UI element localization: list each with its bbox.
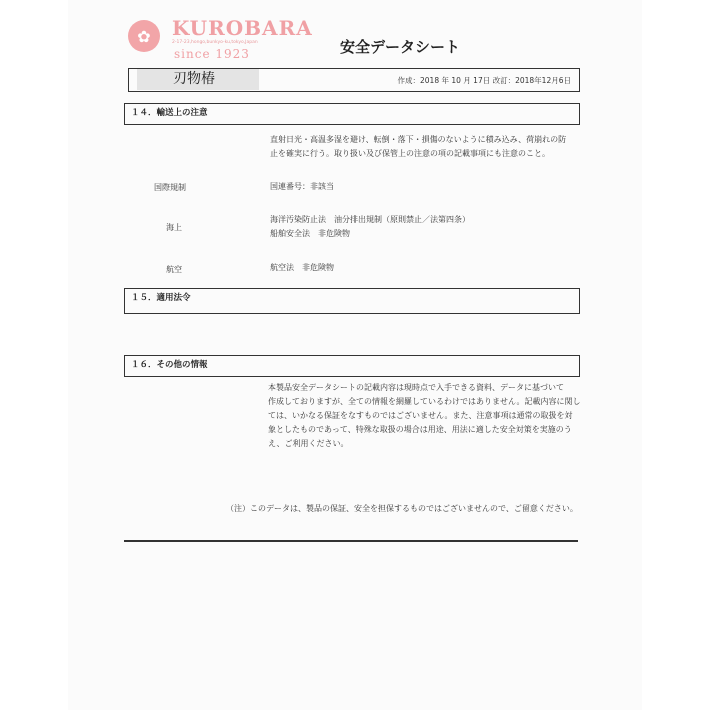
section-14-row-value: 国連番号：非該当 bbox=[270, 182, 334, 191]
section-16-line: 本製品安全データシートの記載内容は現時点で入手できる資料、データに基づいて bbox=[268, 383, 564, 392]
product-name: 刃物椿 bbox=[137, 69, 259, 90]
document-title: 安全データシート bbox=[340, 38, 461, 56]
section-16-line: え、ご利用ください。 bbox=[268, 439, 349, 448]
document-dates: 作成：2018 年 10 月 17日 改訂：2018年12月6日 bbox=[397, 76, 571, 85]
section-16-line: 象としたものであって、特殊な取扱の場合は用途、用法に適した安全対策を実施のう bbox=[268, 425, 572, 434]
section-14-header: １４．輸送上の注意 bbox=[124, 103, 580, 125]
section-15-header: １５．適用法令 bbox=[124, 288, 580, 314]
section-14-row-value: 船舶安全法 非危険物 bbox=[270, 229, 350, 238]
brand-logo bbox=[128, 16, 313, 61]
closing-divider bbox=[124, 540, 578, 542]
section-14-row-value: 海洋汚染防止法 油分排出規制（原則禁止／法第四条） bbox=[270, 215, 470, 224]
section-16-header: １６．その他の情報 bbox=[124, 355, 580, 377]
section-14-intro-line: 直射日光・高温多湿を避け、転倒・落下・損傷のないように積み込み、荷崩れの防 bbox=[270, 135, 567, 144]
section-16-line: ては、いかなる保証をなすものではございません。また、注意事項は通常の取扱を対 bbox=[268, 411, 573, 420]
brand-since: since 1923 bbox=[174, 47, 250, 61]
disclaimer-note: （注）このデータは、製品の保証、安全を担保するものではございませんので、ご留意ください。 bbox=[226, 504, 578, 513]
section-14-row-value: 航空法 非危険物 bbox=[270, 263, 334, 272]
section-14-row-label: 航空 bbox=[166, 265, 182, 274]
section-16-line: 作成しておりますが、全ての情報を網羅しているわけではありません。記載内容に関し bbox=[268, 397, 581, 406]
product-header-box bbox=[128, 68, 580, 92]
section-14-row-label: 海上 bbox=[166, 223, 182, 232]
rose-logo-icon: ✿ bbox=[128, 20, 160, 52]
brand-name: KUROBARA bbox=[172, 16, 313, 40]
brand-address: 2-17-23,hongo,bunkyo-ku,tokyo,Japan bbox=[172, 40, 258, 45]
section-14-intro-line: 止を確実に行う。取り扱い及び保管上の注意の項の記載事項にも注意のこと。 bbox=[270, 149, 550, 158]
section-14-row-label: 国際規制 bbox=[154, 183, 186, 192]
